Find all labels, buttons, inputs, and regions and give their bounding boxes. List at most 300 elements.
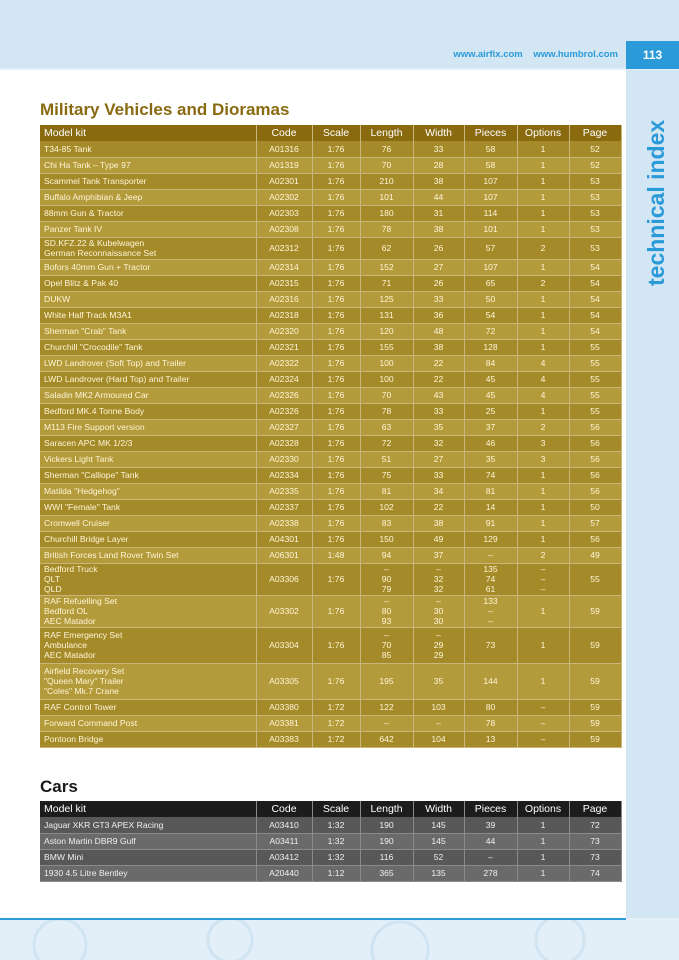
side-title-text: technical index xyxy=(643,119,669,286)
cell-width: 38 xyxy=(413,515,464,531)
cell-name: Opel Blitz & Pak 40 xyxy=(40,275,256,291)
cell-length: 101 xyxy=(360,189,413,205)
cell-width: 135 xyxy=(413,865,464,881)
cell-options: 3 xyxy=(517,435,569,451)
table-row xyxy=(40,865,621,881)
cell-scale: 1:76 xyxy=(312,451,360,467)
cell-pieces: 57 xyxy=(464,237,517,259)
table-row xyxy=(40,355,621,371)
cell-page: 53 xyxy=(569,189,621,205)
cell-pieces: 129 xyxy=(464,531,517,547)
cell-page: 54 xyxy=(569,259,621,275)
cell-name: LWD Landrover (Hard Top) and Trailer xyxy=(40,371,256,387)
cell-code: A02322 xyxy=(256,355,312,371)
cell-scale: 1:76 xyxy=(312,259,360,275)
cell-page: 73 xyxy=(569,849,621,865)
cell-code: A02335 xyxy=(256,483,312,499)
cell-code: A02334 xyxy=(256,467,312,483)
cell-options: 1 xyxy=(517,189,569,205)
cell-name: Airfield Recovery Set "Queen Mary" Trailer "Coles" Mk.7 Crane xyxy=(40,663,256,699)
cell-width: 33 xyxy=(413,467,464,483)
military-header-row xyxy=(40,125,621,141)
cell-name: RAF Emergency Set Ambulance AEC Matador xyxy=(40,627,256,663)
cell-options: 1 xyxy=(517,499,569,515)
cell-page: 53 xyxy=(569,205,621,221)
cell-name: Forward Command Post xyxy=(40,715,256,731)
cell-length: 76 xyxy=(360,141,413,157)
table-row xyxy=(40,699,621,715)
cell-code: A03306 xyxy=(256,563,312,595)
cell-scale: 1:76 xyxy=(312,419,360,435)
cell-pieces: 25 xyxy=(464,403,517,419)
cell-pieces: 65 xyxy=(464,275,517,291)
cell-width: 145 xyxy=(413,817,464,833)
cell-options: – xyxy=(517,731,569,747)
cell-length: – 80 93 xyxy=(360,595,413,627)
cell-page: 56 xyxy=(569,419,621,435)
cell-name: Scammel Tank Transporter xyxy=(40,173,256,189)
cell-width: – 32 32 xyxy=(413,563,464,595)
cell-page: 54 xyxy=(569,275,621,291)
cell-scale: 1:72 xyxy=(312,731,360,747)
cell-page: 55 xyxy=(569,387,621,403)
cell-width: 26 xyxy=(413,237,464,259)
cell-pieces: 114 xyxy=(464,205,517,221)
cell-code: A03304 xyxy=(256,627,312,663)
cell-pieces: 35 xyxy=(464,451,517,467)
cell-code: A02320 xyxy=(256,323,312,339)
header-urls xyxy=(0,44,618,66)
cell-name: Bofors 40mm Gun + Tractor xyxy=(40,259,256,275)
cell-width: 33 xyxy=(413,403,464,419)
cell-pieces: 74 xyxy=(464,467,517,483)
cell-scale: 1:76 xyxy=(312,221,360,237)
table-row xyxy=(40,371,621,387)
table-row xyxy=(40,833,621,849)
military-column-header: Length xyxy=(360,125,413,141)
cell-page: 54 xyxy=(569,291,621,307)
table-row xyxy=(40,663,621,699)
cell-code: A02302 xyxy=(256,189,312,205)
table-row xyxy=(40,817,621,833)
cell-options: 1 xyxy=(517,865,569,881)
cell-length: 122 xyxy=(360,699,413,715)
cell-width: 33 xyxy=(413,291,464,307)
cars-column-header: Options xyxy=(517,801,569,817)
cell-length: 131 xyxy=(360,307,413,323)
table-row xyxy=(40,467,621,483)
cell-width: 31 xyxy=(413,205,464,221)
cell-code: A02321 xyxy=(256,339,312,355)
cell-scale: 1:76 xyxy=(312,483,360,499)
cell-pieces: 45 xyxy=(464,387,517,403)
cell-page: 53 xyxy=(569,221,621,237)
table-row xyxy=(40,715,621,731)
cell-length: 152 xyxy=(360,259,413,275)
cell-options: 1 xyxy=(517,141,569,157)
cell-width: 38 xyxy=(413,173,464,189)
cell-code: A03381 xyxy=(256,715,312,731)
cell-code: A02301 xyxy=(256,173,312,189)
cell-page: 59 xyxy=(569,715,621,731)
cell-name: Matilda "Hedgehog" xyxy=(40,483,256,499)
cell-width: 35 xyxy=(413,419,464,435)
cell-page: 56 xyxy=(569,531,621,547)
cell-options: 1 xyxy=(517,663,569,699)
table-row xyxy=(40,237,621,259)
cell-length: – xyxy=(360,715,413,731)
cell-length: 78 xyxy=(360,403,413,419)
cell-code: A01319 xyxy=(256,157,312,173)
humbrol-link[interactable]: www.humbrol.com xyxy=(533,49,618,60)
military-table xyxy=(40,125,622,748)
cell-page: 53 xyxy=(569,173,621,189)
cell-length: 100 xyxy=(360,355,413,371)
cell-length: 102 xyxy=(360,499,413,515)
cell-pieces: 128 xyxy=(464,339,517,355)
cell-name: Sherman "Crab" Tank xyxy=(40,323,256,339)
cell-width: 43 xyxy=(413,387,464,403)
military-column-header: Scale xyxy=(312,125,360,141)
cell-scale: 1:12 xyxy=(312,865,360,881)
cell-pieces: 91 xyxy=(464,515,517,531)
cell-options: 2 xyxy=(517,275,569,291)
cell-name: RAF Control Tower xyxy=(40,699,256,715)
cell-page: 59 xyxy=(569,595,621,627)
military-section-title: Military Vehicles and Dioramas xyxy=(40,100,290,119)
cell-options: 1 xyxy=(517,483,569,499)
cell-width: 145 xyxy=(413,833,464,849)
cars-column-header: Width xyxy=(413,801,464,817)
cell-width: 35 xyxy=(413,663,464,699)
cell-options: 4 xyxy=(517,371,569,387)
cell-length: – 70 85 xyxy=(360,627,413,663)
cell-width: 26 xyxy=(413,275,464,291)
cell-code: A02337 xyxy=(256,499,312,515)
cell-page: 52 xyxy=(569,157,621,173)
cell-code: A04301 xyxy=(256,531,312,547)
cell-page: 50 xyxy=(569,499,621,515)
table-row xyxy=(40,387,621,403)
cell-scale: 1:76 xyxy=(312,435,360,451)
cell-length: 72 xyxy=(360,435,413,451)
cell-name: Aston Martin DBR9 Gulf xyxy=(40,833,256,849)
cell-options: 1 xyxy=(517,173,569,189)
cell-pieces: 13 xyxy=(464,731,517,747)
table-row xyxy=(40,275,621,291)
cell-length: 62 xyxy=(360,237,413,259)
cell-code: A02315 xyxy=(256,275,312,291)
cell-scale: 1:76 xyxy=(312,307,360,323)
cell-length: 63 xyxy=(360,419,413,435)
cell-code: A02314 xyxy=(256,259,312,275)
cell-name: Vickers Light Tank xyxy=(40,451,256,467)
cell-pieces: 50 xyxy=(464,291,517,307)
cell-options: 1 xyxy=(517,339,569,355)
cars-column-header: Page xyxy=(569,801,621,817)
military-column-header: Model kit xyxy=(40,125,256,141)
cell-scale: 1:48 xyxy=(312,547,360,563)
cell-code: A03380 xyxy=(256,699,312,715)
cell-length: 94 xyxy=(360,547,413,563)
cell-length: 78 xyxy=(360,221,413,237)
cell-pieces: 101 xyxy=(464,221,517,237)
cell-name: British Forces Land Rover Twin Set xyxy=(40,547,256,563)
table-row xyxy=(40,141,621,157)
cars-header-row xyxy=(40,801,621,817)
cell-name: Pontoon Bridge xyxy=(40,731,256,747)
cell-width: 22 xyxy=(413,355,464,371)
cell-page: 55 xyxy=(569,339,621,355)
cell-options: 1 xyxy=(517,205,569,221)
cell-width: 52 xyxy=(413,849,464,865)
cell-scale: 1:76 xyxy=(312,205,360,221)
table-row xyxy=(40,419,621,435)
cell-page: 55 xyxy=(569,563,621,595)
cell-pieces: – xyxy=(464,849,517,865)
cell-options: 2 xyxy=(517,547,569,563)
cell-name: Cromwell Cruiser xyxy=(40,515,256,531)
table-row xyxy=(40,483,621,499)
table-row xyxy=(40,259,621,275)
cell-scale: 1:76 xyxy=(312,563,360,595)
cell-code: A03411 xyxy=(256,833,312,849)
cell-pieces: 107 xyxy=(464,173,517,189)
cell-length: 75 xyxy=(360,467,413,483)
cell-name: Bedford Truck QLT QLD xyxy=(40,563,256,595)
cell-scale: 1:76 xyxy=(312,515,360,531)
cell-code: A02308 xyxy=(256,221,312,237)
cell-name: WWI "Female" Tank xyxy=(40,499,256,515)
cell-pieces: 84 xyxy=(464,355,517,371)
cell-length: 210 xyxy=(360,173,413,189)
cars-column-header: Code xyxy=(256,801,312,817)
cell-page: 54 xyxy=(569,307,621,323)
cell-length: 100 xyxy=(360,371,413,387)
cell-pieces: 14 xyxy=(464,499,517,515)
cell-width: 28 xyxy=(413,157,464,173)
cell-scale: 1:76 xyxy=(312,355,360,371)
cell-page: 56 xyxy=(569,467,621,483)
cell-page: 59 xyxy=(569,699,621,715)
cell-scale: 1:32 xyxy=(312,817,360,833)
cell-name: SD.KFZ.22 & Kubelwagen German Reconnaissance Set xyxy=(40,237,256,259)
cell-code: A03383 xyxy=(256,731,312,747)
cell-pieces: 54 xyxy=(464,307,517,323)
cell-name: Saracen APC MK 1/2/3 xyxy=(40,435,256,451)
cell-scale: 1:76 xyxy=(312,595,360,627)
cell-code: A02324 xyxy=(256,371,312,387)
cell-page: 53 xyxy=(569,237,621,259)
cell-pieces: 78 xyxy=(464,715,517,731)
cell-pieces: 45 xyxy=(464,371,517,387)
cell-options: 1 xyxy=(517,323,569,339)
cell-options: 1 xyxy=(517,291,569,307)
cell-page: 73 xyxy=(569,833,621,849)
cell-options: 2 xyxy=(517,237,569,259)
cell-length: 116 xyxy=(360,849,413,865)
cell-scale: 1:76 xyxy=(312,141,360,157)
cell-options: 1 xyxy=(517,307,569,323)
cell-pieces: 278 xyxy=(464,865,517,881)
cell-options: 1 xyxy=(517,221,569,237)
table-row xyxy=(40,403,621,419)
table-row xyxy=(40,563,621,595)
cell-name: LWD Landrover (Soft Top) and Trailer xyxy=(40,355,256,371)
cell-name: 1930 4.5 Litre Bentley xyxy=(40,865,256,881)
cell-width: 36 xyxy=(413,307,464,323)
table-row xyxy=(40,307,621,323)
cell-scale: 1:76 xyxy=(312,387,360,403)
table-row xyxy=(40,451,621,467)
cell-page: 59 xyxy=(569,627,621,663)
cell-code: A03412 xyxy=(256,849,312,865)
cell-name: DUKW xyxy=(40,291,256,307)
cell-options: 2 xyxy=(517,419,569,435)
cell-length: – 90 79 xyxy=(360,563,413,595)
cell-page: 54 xyxy=(569,323,621,339)
cell-options: – – – xyxy=(517,563,569,595)
cell-code: A02312 xyxy=(256,237,312,259)
cell-length: 190 xyxy=(360,833,413,849)
cell-code: A03410 xyxy=(256,817,312,833)
table-row xyxy=(40,173,621,189)
table-row xyxy=(40,849,621,865)
cell-pieces: 72 xyxy=(464,323,517,339)
table-row xyxy=(40,323,621,339)
cell-code: A02326 xyxy=(256,387,312,403)
cell-code: A20440 xyxy=(256,865,312,881)
cell-options: – xyxy=(517,699,569,715)
table-row xyxy=(40,291,621,307)
cell-name: Bedford MK.4 Tonne Body xyxy=(40,403,256,419)
cell-length: 81 xyxy=(360,483,413,499)
table-row xyxy=(40,435,621,451)
cell-width: 33 xyxy=(413,141,464,157)
cell-width: 38 xyxy=(413,221,464,237)
cell-page: 55 xyxy=(569,355,621,371)
table-row xyxy=(40,157,621,173)
cell-code: A02327 xyxy=(256,419,312,435)
cell-pieces: 107 xyxy=(464,259,517,275)
military-column-header: Code xyxy=(256,125,312,141)
cell-scale: 1:72 xyxy=(312,699,360,715)
table-row xyxy=(40,627,621,663)
cell-width: 104 xyxy=(413,731,464,747)
cell-pieces: 80 xyxy=(464,699,517,715)
cell-name: M113 Fire Support version xyxy=(40,419,256,435)
cell-name: T34-85 Tank xyxy=(40,141,256,157)
airfix-link[interactable]: www.airfix.com xyxy=(453,49,523,60)
cell-width: 44 xyxy=(413,189,464,205)
cell-scale: 1:72 xyxy=(312,715,360,731)
cell-scale: 1:76 xyxy=(312,173,360,189)
cell-length: 180 xyxy=(360,205,413,221)
cell-code: A02316 xyxy=(256,291,312,307)
cell-length: 70 xyxy=(360,157,413,173)
cell-pieces: 133 – – xyxy=(464,595,517,627)
cars-column-header: Scale xyxy=(312,801,360,817)
cell-length: 71 xyxy=(360,275,413,291)
cell-length: 83 xyxy=(360,515,413,531)
military-column-header: Pieces xyxy=(464,125,517,141)
cell-options: 1 xyxy=(517,849,569,865)
cell-options: 1 xyxy=(517,627,569,663)
cell-pieces: – xyxy=(464,547,517,563)
cell-options: 4 xyxy=(517,387,569,403)
cell-page: 49 xyxy=(569,547,621,563)
cell-scale: 1:76 xyxy=(312,189,360,205)
cell-width: 49 xyxy=(413,531,464,547)
cell-width: 38 xyxy=(413,339,464,355)
cell-width: 103 xyxy=(413,699,464,715)
page-number-tab xyxy=(626,41,679,69)
table-row xyxy=(40,595,621,627)
cell-code: A03302 xyxy=(256,595,312,627)
cell-pieces: 44 xyxy=(464,833,517,849)
cell-scale: 1:76 xyxy=(312,531,360,547)
table-row xyxy=(40,515,621,531)
cell-width: – xyxy=(413,715,464,731)
cell-pieces: 58 xyxy=(464,157,517,173)
cell-options: 1 xyxy=(517,467,569,483)
cell-name: Jaguar XKR GT3 APEX Racing xyxy=(40,817,256,833)
cell-code: A02328 xyxy=(256,435,312,451)
cell-scale: 1:32 xyxy=(312,833,360,849)
table-row xyxy=(40,731,621,747)
cell-pieces: 58 xyxy=(464,141,517,157)
table-row xyxy=(40,547,621,563)
cell-scale: 1:32 xyxy=(312,849,360,865)
cell-options: 1 xyxy=(517,157,569,173)
cell-length: 125 xyxy=(360,291,413,307)
cell-options: 1 xyxy=(517,833,569,849)
cell-scale: 1:76 xyxy=(312,627,360,663)
cell-page: 72 xyxy=(569,817,621,833)
cell-scale: 1:76 xyxy=(312,403,360,419)
cell-name: BMW Mini xyxy=(40,849,256,865)
military-column-header: Width xyxy=(413,125,464,141)
cell-pieces: 81 xyxy=(464,483,517,499)
cell-pieces: 135 74 61 xyxy=(464,563,517,595)
cell-pieces: 37 xyxy=(464,419,517,435)
cell-width: 22 xyxy=(413,371,464,387)
cell-name: Chi Ha Tank – Type 97 xyxy=(40,157,256,173)
cell-code: A02303 xyxy=(256,205,312,221)
military-column-header: Page xyxy=(569,125,621,141)
cell-scale: 1:76 xyxy=(312,339,360,355)
cell-code: A01316 xyxy=(256,141,312,157)
cell-length: 120 xyxy=(360,323,413,339)
cell-width: 27 xyxy=(413,451,464,467)
cell-name: White Half Track M3A1 xyxy=(40,307,256,323)
cell-options: 3 xyxy=(517,451,569,467)
cell-width: 22 xyxy=(413,499,464,515)
table-row xyxy=(40,339,621,355)
cell-options: 1 xyxy=(517,515,569,531)
cell-options: – xyxy=(517,715,569,731)
bottom-rule xyxy=(0,918,626,920)
cell-page: 56 xyxy=(569,451,621,467)
table-row xyxy=(40,205,621,221)
page-number: 113 xyxy=(642,48,663,62)
cell-length: 150 xyxy=(360,531,413,547)
cell-pieces: 73 xyxy=(464,627,517,663)
cell-width: 32 xyxy=(413,435,464,451)
cell-width: 27 xyxy=(413,259,464,275)
cell-length: 195 xyxy=(360,663,413,699)
cell-width: – 30 30 xyxy=(413,595,464,627)
